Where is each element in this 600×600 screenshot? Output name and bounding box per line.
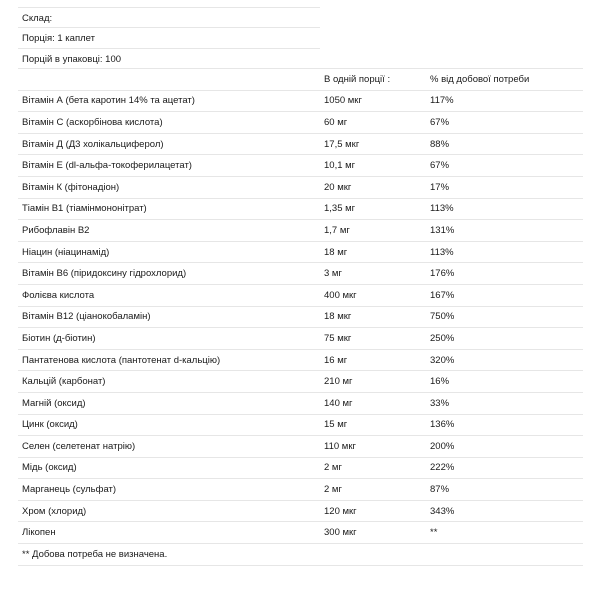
nutrient-name: Вітамін А (бета каротин 14% та ацетат) [18, 90, 320, 112]
daily-value-percent: 113% [426, 198, 583, 220]
daily-value-percent: 131% [426, 220, 583, 242]
table-row [18, 436, 583, 458]
daily-value-percent: 88% [426, 133, 583, 155]
daily-value-percent: 750% [426, 306, 583, 328]
nutrient-name: Біотин (д-біотин) [18, 328, 320, 350]
table-row [18, 284, 583, 306]
table-row [18, 457, 583, 479]
header-per-serving: В одній порції : [320, 69, 426, 91]
amount-per-serving: 400 мкг [320, 284, 426, 306]
amount-per-serving: 75 мкг [320, 328, 426, 350]
daily-value-percent: 136% [426, 414, 583, 436]
amount-per-serving: 120 мкг [320, 500, 426, 522]
table-row [18, 306, 583, 328]
table-header-row [18, 69, 583, 91]
nutrient-name: Тіамін В1 (тіамінмононітрат) [18, 198, 320, 220]
daily-value-percent: 222% [426, 457, 583, 479]
footnote: ** Добова потреба не визначена. [18, 544, 583, 566]
nutrient-name: Селен (селетенат натрію) [18, 436, 320, 458]
daily-value-percent: 67% [426, 155, 583, 177]
table-row [18, 263, 583, 285]
serving-size: Порція: 1 каплет [18, 27, 320, 48]
nutrient-name: Магній (оксид) [18, 392, 320, 414]
daily-value-percent: 117% [426, 90, 583, 112]
amount-per-serving: 3 мг [320, 263, 426, 285]
header-nutrient [18, 69, 320, 91]
daily-value-percent: 33% [426, 392, 583, 414]
nutrient-name: Фолієва кислота [18, 284, 320, 306]
amount-per-serving: 210 мг [320, 371, 426, 393]
nutrient-name: Вітамін Е (dl-альфа-токоферилацетат) [18, 155, 320, 177]
nutrient-name: Вітамін К (фітонадіон) [18, 176, 320, 198]
amount-per-serving: 10,1 мг [320, 155, 426, 177]
nutrient-name: Вітамін В6 (піридоксину гідрохлорид) [18, 263, 320, 285]
footnote-row [18, 544, 583, 566]
table-row [18, 155, 583, 177]
daily-value-percent: 343% [426, 500, 583, 522]
table-row [18, 328, 583, 350]
table-row [18, 479, 583, 501]
table-row [18, 220, 583, 242]
nutrient-name: Пантатенова кислота (пантотенат d-кальцію) [18, 349, 320, 371]
table-row [18, 349, 583, 371]
table-row [18, 392, 583, 414]
nutrient-name: Цинк (оксид) [18, 414, 320, 436]
amount-per-serving: 300 мкг [320, 522, 426, 544]
servings-per-pack: Порцій в упаковці: 100 [18, 48, 320, 69]
amount-per-serving: 18 мкг [320, 306, 426, 328]
amount-per-serving: 16 мг [320, 349, 426, 371]
table-row [18, 500, 583, 522]
amount-per-serving: 110 мкг [320, 436, 426, 458]
daily-value-percent: ** [426, 522, 583, 544]
table-row [18, 198, 583, 220]
table-row [18, 414, 583, 436]
daily-value-percent: 250% [426, 328, 583, 350]
table-row [18, 90, 583, 112]
daily-value-percent: 113% [426, 241, 583, 263]
nutrient-name: Вітамін С (аскорбінова кислота) [18, 112, 320, 134]
amount-per-serving: 60 мг [320, 112, 426, 134]
table-row [18, 176, 583, 198]
nutrient-name: Лікопен [18, 522, 320, 544]
daily-value-percent: 200% [426, 436, 583, 458]
nutrient-name: Вітамін Д (Д3 холікальциферол) [18, 133, 320, 155]
table-row [18, 241, 583, 263]
nutrient-name: Хром (хлорид) [18, 500, 320, 522]
nutrient-name: Ніацин (ніацинамід) [18, 241, 320, 263]
amount-per-serving: 15 мг [320, 414, 426, 436]
daily-value-percent: 167% [426, 284, 583, 306]
daily-value-percent: 67% [426, 112, 583, 134]
nutrient-name: Мідь (оксид) [18, 457, 320, 479]
amount-per-serving: 18 мг [320, 241, 426, 263]
amount-per-serving: 2 мг [320, 479, 426, 501]
amount-per-serving: 17,5 мкг [320, 133, 426, 155]
header-daily-value: % від добової потреби [426, 69, 583, 91]
table-row [18, 112, 583, 134]
amount-per-serving: 1,35 мг [320, 198, 426, 220]
daily-value-percent: 17% [426, 176, 583, 198]
amount-per-serving: 20 мкг [320, 176, 426, 198]
nutrient-name: Марганець (сульфат) [18, 479, 320, 501]
nutrient-name: Вітамін В12 (ціанокобаламін) [18, 306, 320, 328]
amount-per-serving: 140 мг [320, 392, 426, 414]
daily-value-percent: 87% [426, 479, 583, 501]
daily-value-percent: 320% [426, 349, 583, 371]
amount-per-serving: 2 мг [320, 457, 426, 479]
nutrition-table [18, 68, 583, 566]
table-row [18, 522, 583, 544]
daily-value-percent: 16% [426, 371, 583, 393]
composition-label: Склад: [18, 7, 320, 28]
nutrient-name: Рибофлавін В2 [18, 220, 320, 242]
table-row [18, 371, 583, 393]
amount-per-serving: 1050 мкг [320, 90, 426, 112]
table-row [18, 133, 583, 155]
daily-value-percent: 176% [426, 263, 583, 285]
nutrient-name: Кальцій (карбонат) [18, 371, 320, 393]
amount-per-serving: 1,7 мг [320, 220, 426, 242]
